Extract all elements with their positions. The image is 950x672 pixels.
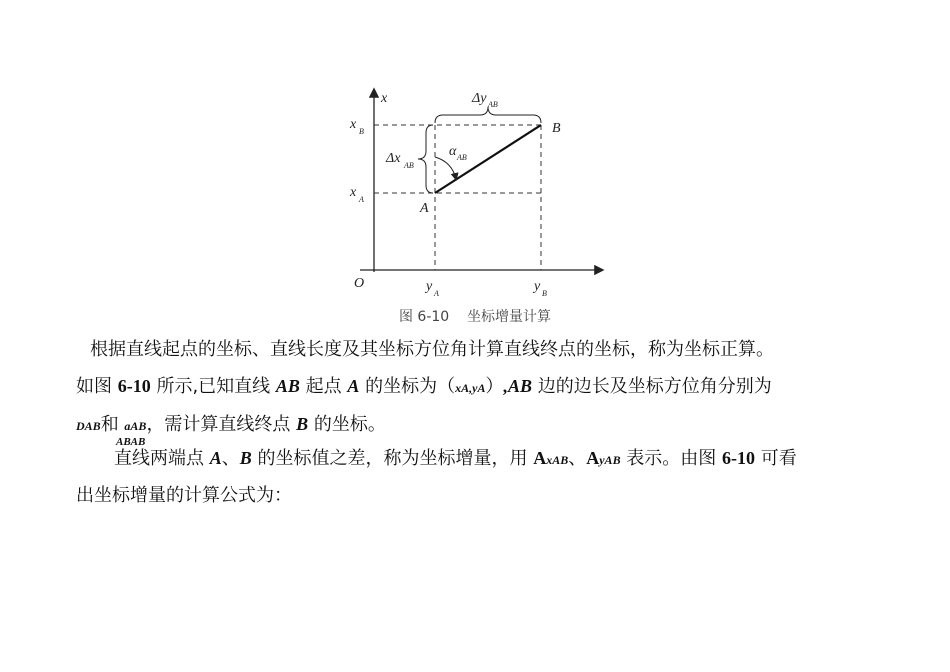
alpha-label: α — [449, 144, 457, 159]
delta-x-label: Δx — [386, 151, 401, 166]
delta-y-label: Δy — [472, 91, 487, 106]
yB-label: y — [534, 279, 541, 294]
xA-label: x — [350, 185, 357, 200]
stray-subscript-text: ABAB — [116, 436, 146, 448]
point-B-label: B — [552, 121, 561, 136]
yB-sub: B — [542, 289, 547, 298]
xB-sub: B — [359, 127, 364, 136]
p1-line2: 如图 6-10 所示,已知直线 AB 起点 A 的坐标为（xA,yA）,AB 边的边长及坐标方位角分别为 — [76, 376, 772, 397]
p2-line2: 出坐标增量的计算公式为： — [76, 485, 292, 506]
delta-y-brace — [435, 107, 541, 123]
yA-label: y — [426, 279, 433, 294]
xB-label: x — [350, 117, 357, 132]
figure-caption: 图 6-10 坐标增量计算 — [398, 309, 552, 325]
coordinate-figure — [340, 82, 620, 302]
alpha-arc — [435, 157, 456, 179]
p1-line3: DAB和 aAB，需计算直线终点 B 的坐标。 — [76, 414, 386, 435]
axis-x-label: x — [381, 91, 388, 106]
paragraph-coordinate-forward — [76, 332, 886, 444]
xA-sub: A — [359, 195, 364, 204]
delta-y-sub: AB — [488, 100, 498, 109]
paragraph-coordinate-increment — [76, 440, 886, 514]
yA-sub: A — [434, 289, 439, 298]
p1-line1: 根据直线起点的坐标、直线长度及其坐标方位角计算直线终点的坐标，称为坐标正算。 — [90, 339, 774, 360]
line-AB — [435, 125, 541, 193]
delta-x-sub: AB — [404, 161, 414, 170]
delta-x-brace — [418, 125, 433, 193]
origin-label: O — [354, 276, 365, 291]
coordinate-diagram — [340, 82, 620, 302]
alpha-sub: AB — [457, 153, 467, 162]
p2-line1: 直线两端点 A、B 的坐标值之差，称为坐标增量，用 AxAB、AyAB 表示。由图 6-10 可看 — [114, 448, 797, 469]
point-A-label: A — [420, 201, 429, 216]
